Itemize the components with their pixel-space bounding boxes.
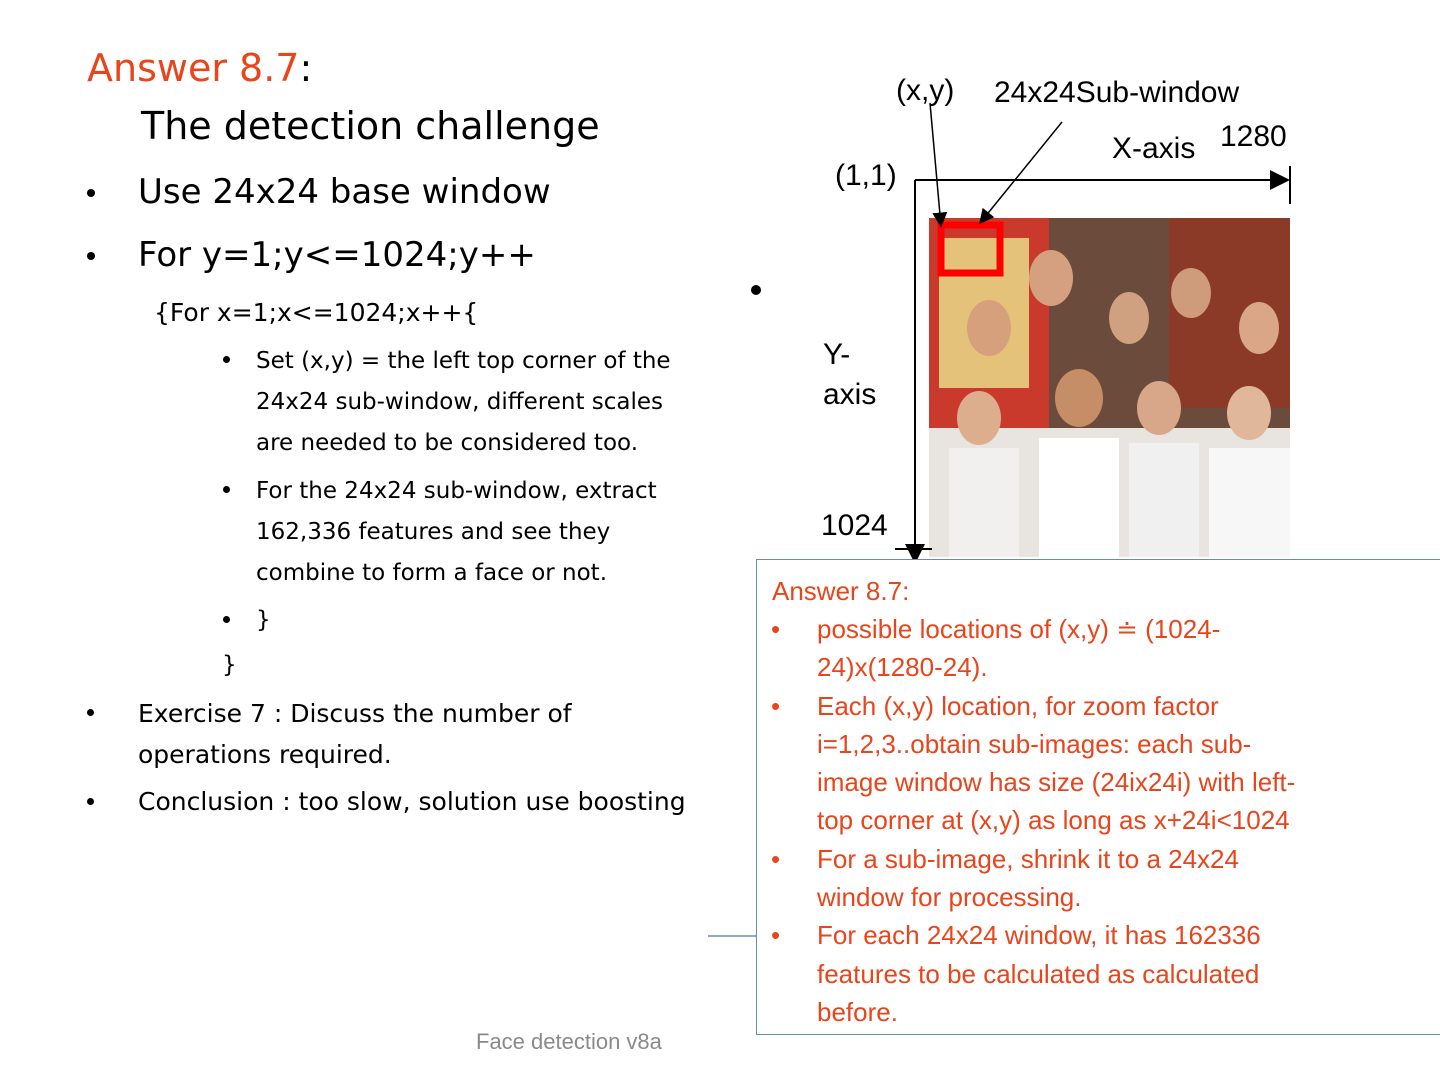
subwindow-pointer-arrow <box>980 122 1062 223</box>
title-answer-number: Answer 8.7 <box>87 46 300 90</box>
line: possible locations of (x,y) ≐ (1024- <box>817 614 1221 644</box>
close-brace: } <box>222 652 237 678</box>
title-colon: : <box>299 46 313 90</box>
bullet-dot: • <box>771 843 781 874</box>
line: features to be calculated as calculated <box>817 958 1260 989</box>
line: operations required. <box>138 740 392 769</box>
line: Exercise 7 : Discuss the number of <box>138 699 572 728</box>
line: For the 24x24 sub-window, extract <box>256 478 657 504</box>
answer-item <box>757 840 1397 917</box>
bullet-dot: • <box>771 920 781 951</box>
line: 24)x(1280-24). <box>817 652 988 683</box>
slide-subtitle: The detection challenge <box>141 104 600 148</box>
line: combine to form a face or not. <box>256 560 608 586</box>
x-axis-label: X-axis <box>1112 132 1196 165</box>
line: image window has size (24ix24i) with left- <box>817 767 1296 798</box>
line: before. <box>817 996 898 1027</box>
answer-box-title: Answer 8.7: <box>772 576 910 606</box>
line: 162,336 features and see they <box>256 519 611 545</box>
line: 24x24 sub-window, different scales <box>256 389 664 415</box>
answer-item <box>757 687 1397 840</box>
y-axis-label-line2: axis <box>823 378 877 411</box>
line: Each (x,y) location, for zoom factor <box>817 690 1219 721</box>
answer-item <box>757 916 1397 1031</box>
x-max-label: 1280 <box>1220 120 1287 153</box>
answer-callout-box <box>756 559 1440 1035</box>
line: are needed to be considered too. <box>256 430 639 456</box>
sub-window-box <box>941 225 1000 273</box>
inner-for-x: {For x=1;x<=1024;x++{ <box>154 298 479 327</box>
line: i=1,2,3..obtain sub-images: each sub- <box>817 728 1252 759</box>
subwindow-label: 24x24Sub-window <box>994 76 1240 109</box>
sub-bullet-close: } <box>256 607 271 633</box>
y-max-label: 1024 <box>821 509 888 542</box>
bullet-for-y: For y=1;y<=1024;y++ <box>138 235 536 275</box>
bullet-dot: • <box>771 690 781 721</box>
line: For a sub-image, shrink it to a 24x24 <box>817 843 1239 874</box>
bullet-base-window: Use 24x24 base window <box>138 172 551 212</box>
footer-text: Face detection v8a <box>476 1029 662 1054</box>
bullet-conclusion: Conclusion : too slow, solution use boosting <box>138 787 686 816</box>
line: Set (x,y) = the left top corner of the <box>256 348 671 374</box>
xy-label: (x,y) <box>896 74 955 107</box>
line: top corner at (x,y) as long as x+24i<1024 <box>817 805 1290 836</box>
xy-pointer-arrow <box>930 103 941 226</box>
y-axis-label-line1: Y- <box>823 338 851 371</box>
answer-list <box>757 610 1397 1031</box>
line: window for processing. <box>817 882 1082 913</box>
bullet-dot: • <box>771 614 781 644</box>
line: For each 24x24 window, it has 162336 <box>817 920 1261 951</box>
answer-item <box>757 610 1397 687</box>
origin-label: (1,1) <box>835 159 897 192</box>
